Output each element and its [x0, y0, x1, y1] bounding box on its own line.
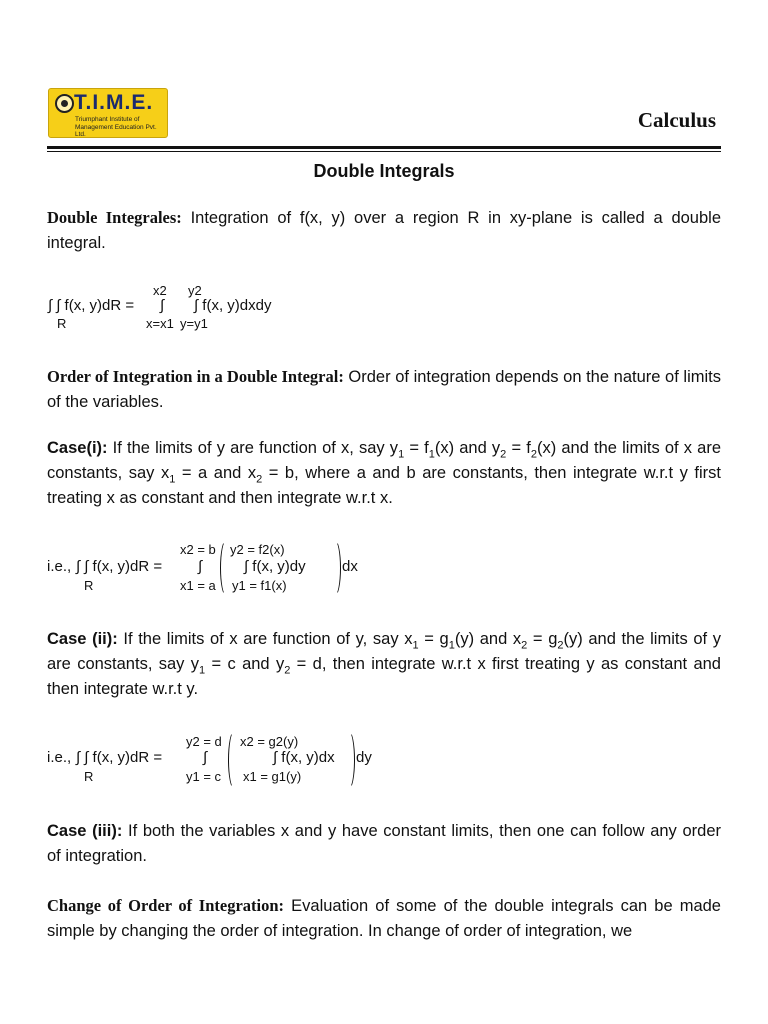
eq1-int1-lower: x=x1 — [146, 316, 174, 331]
eq2-outer-lower: x1 = a — [180, 578, 216, 593]
eq2-lhs: ∫ ∫ f(x, y)dR = — [76, 558, 163, 575]
eq3-outer-upper: y2 = d — [186, 734, 222, 749]
subscript: 1 — [199, 664, 206, 677]
eq1-int2-lower: y=y1 — [180, 316, 208, 331]
subscript: 1 — [398, 448, 405, 461]
change-order-label: Change of Order of Integration: — [47, 896, 285, 915]
eq2-prefix: i.e., — [47, 558, 72, 575]
logo-emblem-icon — [55, 94, 74, 113]
case-ii-paragraph — [47, 627, 721, 702]
case-ii-text: = g — [418, 630, 449, 648]
subscript: 1 — [412, 639, 419, 652]
change-order-text: Evaluation of some of the double integrals can be made simple by changing the order of integration. In change of order of integration, we — [47, 897, 721, 940]
case-i-text: = f — [404, 439, 429, 457]
subscript: 2 — [530, 448, 537, 461]
order-label: Order of Integration in a Double Integral: — [47, 367, 344, 386]
subscript: 2 — [521, 639, 528, 652]
eq2-outer-int: ∫ — [198, 558, 203, 575]
eq2-inner-lower: y1 = f1(x) — [232, 578, 287, 593]
eq3-prefix: i.e., — [47, 749, 72, 766]
eq3-outer-lower: y1 = c — [186, 769, 222, 784]
eq1-region: R — [57, 316, 67, 331]
case-iii-label: Case (iii): — [47, 822, 123, 840]
header-rule-thick — [47, 146, 721, 149]
case-iii-text: If both the variables x and y have constant limits, then one can follow any order of integration. — [47, 822, 721, 865]
eq1-int2-upper: y2 — [188, 283, 202, 298]
order-paragraph — [47, 364, 721, 415]
eq2-inner-upper: y2 = f2(x) — [230, 542, 285, 557]
eq2-tail: dx — [342, 558, 358, 575]
case-ii-text: (y) and x — [454, 630, 522, 648]
eq3-lhs: ∫ ∫ f(x, y)dR = — [76, 749, 163, 766]
eq2-region: R — [84, 578, 94, 593]
logo-name: T.I.M.E. — [74, 91, 154, 114]
eq1-int1-upper: x2 — [153, 283, 167, 298]
eq1-int1: ∫ — [160, 297, 165, 314]
eq3-region: R — [84, 769, 94, 784]
subscript: 1 — [448, 639, 455, 652]
case-i-text: = a and x — [175, 464, 257, 482]
case-iii-paragraph — [47, 819, 721, 869]
case-ii-text: (y) and the limits of y are constants, say y — [47, 630, 722, 673]
subscript: 2 — [500, 448, 507, 461]
definition-label: Double Integrales: — [47, 208, 182, 227]
definition-text: Integration of f(x, y) over a region R in xy-plane is called a double integral. — [47, 209, 721, 252]
eq3-integrand: ∫ f(x, y)dx — [273, 749, 335, 766]
definition-paragraph — [47, 205, 721, 256]
eq3-outer-int: ∫ — [203, 749, 208, 766]
case-ii-text: = g — [527, 630, 558, 648]
subscript: 1 — [428, 448, 435, 461]
logo-subtitle: Triumphant Institute of Management Education Pvt. Ltd. — [75, 116, 157, 138]
eq2-integrand: ∫ f(x, y)dy — [244, 558, 306, 575]
case-i-text: = b, where a and b are constants, then integrate w.r.t y first treating x as constant and then integrate w.r.t x. — [47, 464, 721, 507]
eq3-tail: dy — [356, 749, 372, 766]
subject-title: Calculus — [637, 108, 716, 132]
case-ii-text: If the limits of x are function of y, say x — [117, 630, 413, 648]
case-ii-text: = d, then integrate w.r.t x first treating y as constant and then integrate w.r.t y. — [47, 655, 721, 698]
header-rule-thin — [47, 151, 721, 152]
subscript: 1 — [169, 473, 176, 486]
order-text: Order of integration depends on the nature of limits of the variables. — [47, 368, 721, 411]
case-i-paragraph — [47, 436, 721, 511]
subscript: 2 — [557, 639, 564, 652]
change-order-paragraph — [47, 893, 721, 944]
case-i-label: Case(i): — [47, 439, 108, 457]
case-ii-text: = c and y — [205, 655, 285, 673]
time-logo — [48, 88, 168, 138]
case-i-text: = f — [506, 439, 531, 457]
eq2-outer-upper: x2 = b — [180, 542, 216, 557]
case-i-text: (x) and y — [434, 439, 501, 457]
case-ii-label: Case (ii): — [47, 630, 118, 648]
subscript: 2 — [284, 664, 291, 677]
page-title: Double Integrals — [313, 161, 455, 181]
right-paren — [343, 731, 355, 789]
case-i-text: If the limits of y are function of x, say y — [107, 439, 399, 457]
eq1-lhs: ∫ ∫ f(x, y)dR = — [48, 297, 135, 314]
eq3-inner-lower: x1 = g1(y) — [243, 769, 302, 784]
subscript: 2 — [256, 473, 263, 486]
case-i-text: (x) and the limits of x are constants, say x — [47, 439, 722, 482]
eq3-inner-upper: x2 = g2(y) — [240, 734, 299, 749]
left-paren — [228, 731, 240, 789]
eq1-integrand: ∫ f(x, y)dxdy — [194, 297, 272, 314]
right-paren — [329, 540, 341, 596]
